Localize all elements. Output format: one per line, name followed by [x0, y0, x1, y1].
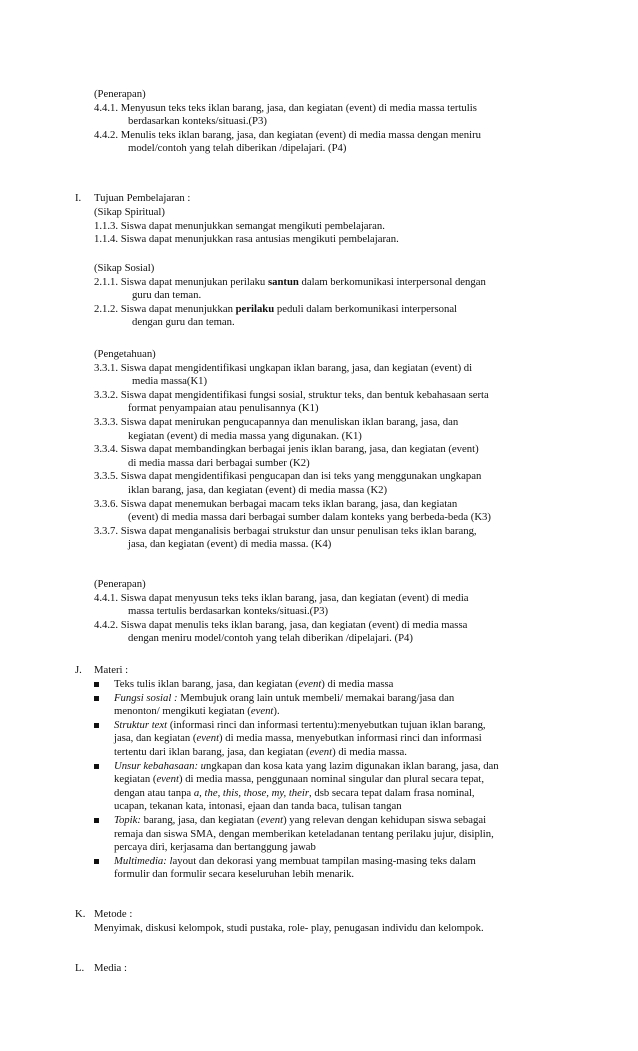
materi-3-text-a: (informasi rinci dan informasi tertentu):menyebutkan tujuan iklan barang, — [167, 718, 486, 731]
materi-2-text-a: Membujuk orang lain untuk membeli/ memakai barang/jasa dan — [177, 691, 455, 704]
materi-item-struktur-text — [94, 719, 594, 760]
pengetahuan-item-331-line2: media massa(K1) — [132, 375, 208, 388]
materi-item-fungsi-sosial — [94, 692, 594, 719]
sikap-spiritual-block — [94, 206, 399, 247]
materi-3-line3-italic: event — [309, 745, 333, 758]
sosial-211-bold: santun — [267, 275, 299, 288]
penerapan-item-442-line2: dengan meniru model/contoh yang telah diberikan /dipelajari. (P4) — [128, 632, 413, 645]
pengetahuan-item-337-line1: 3.3.7. Siswa dapat menganalisis berbagai strukstur dan unsur penulisan teks iklan barang, — [94, 524, 477, 537]
pengetahuan-item-332-line1: 3.3.2. Siswa dapat mengidentifikasi fungsi sosial, struktur teks, dan bentuk kebahasaan serta — [94, 388, 489, 401]
section-l-title: Media : — [94, 962, 127, 974]
bullet-icon — [94, 682, 99, 687]
materi-4-text-a: ngkapan dan kosa kata yang lazim digunakan iklan barang, jasa, dan — [206, 759, 499, 772]
sosial-item-212-line2: dengan guru dan teman. — [132, 316, 235, 329]
materi-3-line3-a: tertentu dari iklan barang, jasa, dan kegiatan ( — [114, 745, 310, 758]
bullet-icon — [94, 818, 99, 823]
sosial-212-bold: perilaku — [235, 302, 275, 315]
materi-6-text-a: ayout dan dekorasi yang membuat tampilan masing-masing teks dalam — [172, 854, 476, 867]
top-penerapan-block — [94, 88, 481, 156]
materi-list — [94, 678, 594, 882]
pengetahuan-item-336-line1: 3.3.6. Siswa dapat menemukan berbagai macam teks iklan barang, jasa, dan kegiatan — [94, 497, 458, 510]
materi-4-line2-b: ) di media massa, penggunaan nominal singular dan plural secara tepat, — [178, 773, 485, 786]
materi-5-line3: percaya diri, kerjasama dan bertanggung jawab — [114, 841, 316, 854]
bullet-icon — [94, 723, 99, 728]
penerapan-item-441-line2: massa tertulis berdasarkan konteks/situasi.(P3) — [128, 605, 329, 618]
pengetahuan-item-335-line2: iklan barang, jasa, dan kegiatan (event) di media massa (K2) — [128, 483, 388, 496]
bullet-icon — [94, 859, 99, 864]
top-penerapan-heading: (Penerapan) — [94, 88, 146, 100]
materi-5-text-a: barang, jasa, dan kegiatan ( — [140, 813, 261, 826]
section-k-title: Metode : — [94, 908, 133, 920]
sikap-sosial-heading: (Sikap Sosial) — [94, 262, 155, 274]
pengetahuan-item-337-line2: jasa, dan kegiatan (event) di media massa. (K4) — [128, 538, 332, 551]
materi-5-text-b: ) yang relevan dengan kehidupan siswa sebagai — [283, 813, 487, 826]
penerapan-item-442-line1: 4.4.2. Siswa dapat menulis teks iklan barang, jasa, dan kegiatan (event) di media massa — [94, 618, 468, 631]
pengetahuan-item-331-line1: 3.3.1. Siswa dapat mengidentifikasi ungkapan iklan barang, jasa, dan kegiatan (event) di — [94, 361, 473, 374]
sosial-212-post: peduli dalam berkomunikasi interpersonal — [274, 302, 458, 315]
sosial-211-pre: 2.1.1. Siswa dapat menunjukan perilaku — [94, 275, 268, 288]
materi-2-line2-b: ). — [273, 705, 280, 718]
sikap-spiritual-heading: (Sikap Spiritual) — [94, 206, 165, 218]
sosial-211-post: dalam berkomunikasi interpersonal dengan — [298, 275, 486, 288]
materi-5-italic: Topik: — [114, 813, 141, 826]
materi-3-line2-b: ) di media massa, menyebutkan informasi rinci dan informasi — [219, 732, 482, 745]
materi-item-teks-tulis — [94, 678, 594, 692]
materi-item-multimedia — [94, 855, 594, 882]
pengetahuan-item-336-line2: (event) di media massa dari berbagai sumber dalam konteks yang berbeda-beda (K3) — [128, 511, 491, 524]
section-i — [75, 192, 595, 206]
materi-6-line2: formulir dan formulir secara keseluruhan lebih menarik. — [114, 868, 355, 881]
materi-4-line3-a: dengan atau tanpa — [114, 786, 194, 799]
pengetahuan-item-332-line2: format penyampaian atau penulisannya (K1) — [128, 402, 319, 415]
pengetahuan-item-333-line1: 3.3.3. Siswa dapat menirukan pengucapannya dan menuliskan iklan barang, jasa, dan — [94, 415, 459, 428]
materi-2-line2-italic: event — [250, 705, 274, 718]
materi-3-italic: Struktur text — [114, 718, 168, 731]
sosial-item-212-line1 — [94, 303, 486, 317]
materi-2-italic: Fungsi sosial : — [114, 691, 178, 704]
section-i-title: Tujuan Pembelajaran : — [94, 192, 191, 204]
section-k-body: Menyimak, diskusi kelompok, studi pustaka, role- play, penugasan individu dan kelompok. — [94, 922, 484, 934]
sosial-212-pre: 2.1.2. Siswa dapat menunjukkan — [94, 302, 236, 315]
bullet-icon — [94, 696, 99, 701]
sosial-item-211-line1 — [94, 276, 486, 290]
section-l-letter: L. — [75, 962, 85, 974]
materi-6-italic: Multimedia: l — [114, 854, 173, 867]
penerapan-heading: (Penerapan) — [94, 578, 146, 590]
materi-5-italic-2: event — [260, 813, 284, 826]
section-k-letter: K. — [75, 908, 86, 920]
section-j-letter: J. — [75, 664, 82, 676]
pengetahuan-item-335-line1: 3.3.5. Siswa dapat mengidentifikasi pengucapan dan isi teks yang menggunakan ungkapan — [94, 470, 482, 483]
materi-1-text-b: ) di media massa — [321, 678, 394, 690]
materi-4-line2-a: kegiatan ( — [114, 773, 157, 786]
materi-item-topik — [94, 814, 594, 855]
materi-4-line4: ucapan, tekanan kata, intonasi, ejaan dan tanda baca, tulisan tangan — [114, 800, 402, 813]
pengetahuan-block — [94, 348, 491, 552]
bullet-icon — [94, 764, 99, 769]
materi-4-italic: Unsur kebahasaan: u — [114, 759, 207, 772]
materi-5-line2: remaja dan siswa SMA, dengan memberikan keteladanan tentang perilaku jujur, disiplin, — [114, 827, 494, 840]
materi-item-unsur-kebahasaan — [94, 760, 594, 814]
pengetahuan-heading: (Pengetahuan) — [94, 348, 156, 360]
materi-2-line2-a: menonton/ mengikuti kegiatan ( — [114, 705, 251, 718]
penerapan-item-441-line1: 4.4.1. Siswa dapat menyusun teks teks iklan barang, jasa, dan kegiatan (event) di media — [94, 591, 469, 604]
materi-1-text-a: Teks tulis iklan barang, jasa, dan kegiatan ( — [114, 678, 299, 690]
section-j — [75, 664, 595, 678]
materi-4-line3-b: , dsb secara tepat dalam frasa nominal, — [309, 786, 475, 799]
top-item-442-line2: model/contoh yang telah diberikan /dipelajari. (P4) — [128, 142, 347, 155]
section-j-title: Materi : — [94, 664, 129, 676]
materi-3-line2-a: jasa, dan kegiatan ( — [114, 732, 197, 745]
materi-3-line3-b: ) di media massa. — [332, 745, 407, 758]
pengetahuan-item-334-line1: 3.3.4. Siswa dapat membandingkan berbagai jenis iklan barang, jasa, dan kegiatan (event) — [94, 443, 479, 456]
spiritual-item-114: 1.1.4. Siswa dapat menunjukkan rasa antusias mengikuti pembelajaran. — [94, 233, 399, 246]
top-item-442-line1: 4.4.2. Menulis teks iklan barang, jasa, dan kegiatan (event) di media massa dengan meniru — [94, 128, 482, 141]
materi-3-line2-italic: event — [196, 732, 220, 745]
penerapan-block — [94, 578, 469, 646]
materi-4-line2-italic: event — [156, 773, 179, 786]
top-item-441-line1: 4.4.1. Menyusun teks teks iklan barang, jasa, dan kegiatan (event) di media massa tertulis — [94, 101, 477, 114]
sikap-sosial-block — [94, 262, 486, 330]
sosial-item-211-line2: guru dan teman. — [132, 289, 202, 302]
pengetahuan-item-334-line2: di media massa dari berbagai sumber (K2) — [128, 456, 310, 469]
spiritual-item-113: 1.1.3. Siswa dapat menunjukkan semangat mengikuti pembelajaran. — [94, 219, 385, 232]
pengetahuan-item-333-line2: kegiatan (event) di media massa yang digunakan. (K1) — [128, 429, 362, 442]
materi-4-line3-italic: a, the, this, those, my, their — [193, 786, 310, 799]
section-l — [75, 962, 595, 976]
section-k — [75, 908, 595, 936]
materi-1-italic: event — [298, 678, 322, 690]
section-i-letter: I. — [75, 192, 82, 204]
top-item-441-line2: berdasarkan konteks/situasi.(P3) — [128, 115, 267, 128]
